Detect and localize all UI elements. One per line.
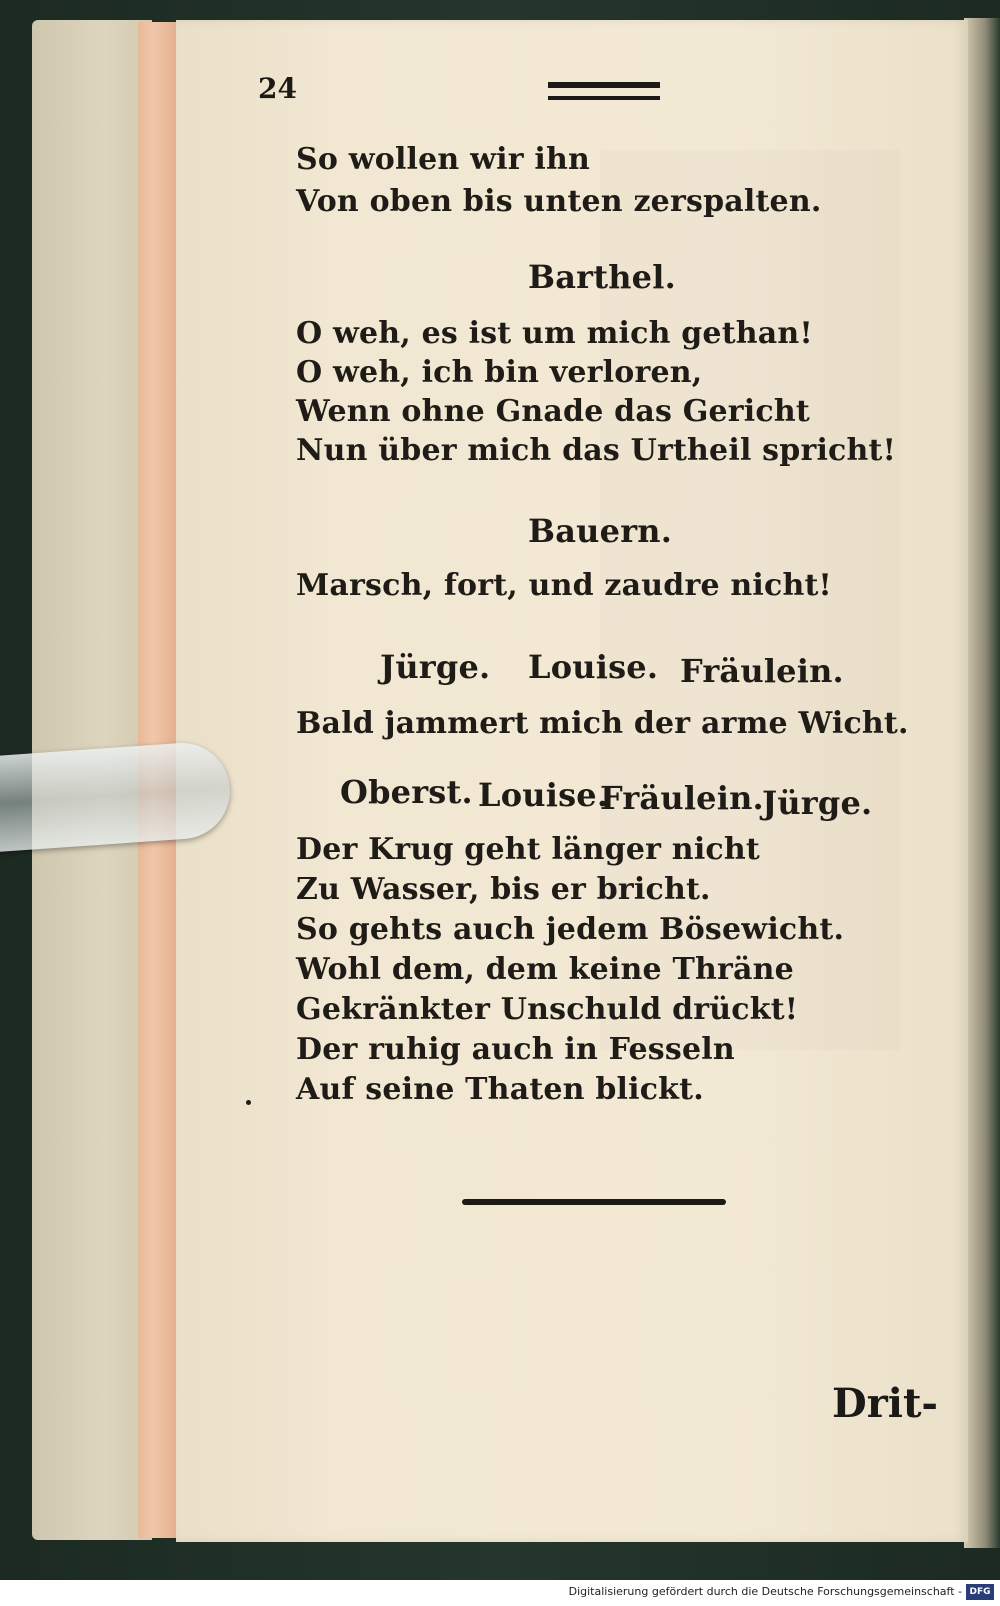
verse-line: Zu Wasser, bis er bricht. [296, 872, 711, 907]
page-number: 24 [258, 72, 297, 105]
catchword: Drit- [832, 1380, 939, 1427]
speaker-heading: Jürge. [762, 784, 873, 822]
footer-bar [0, 1580, 1000, 1606]
verse-line: Nun über mich das Urtheil spricht! [296, 433, 896, 468]
speaker-heading: Fräulein. [600, 779, 764, 817]
glass-page-holder [0, 740, 233, 853]
verse-line: Auf seine Thaten blickt. [296, 1072, 704, 1107]
speaker-heading: Oberst. [340, 773, 473, 811]
ink-speck [246, 1100, 251, 1105]
dfg-logo: DFG [966, 1584, 994, 1600]
header-rule-lower [548, 96, 660, 100]
speaker-heading: Louise. [478, 776, 609, 814]
verse-line: Wohl dem, dem keine Thräne [296, 952, 794, 987]
verse-line: O weh, ich bin verloren, [296, 355, 703, 390]
verse-line: Gekränkter Unschuld drückt! [296, 992, 799, 1027]
footer-credit: Digitalisierung gefördert durch die Deutsche Forschungsgemeinschaft - [568, 1585, 962, 1598]
binding-edge [964, 18, 1000, 1548]
verse-line: So gehts auch jedem Bösewicht. [296, 912, 845, 947]
verse-line: Wenn ohne Gnade das Gericht [296, 394, 810, 429]
speaker-heading: Barthel. [528, 258, 676, 296]
verse-line: So wollen wir ihn [296, 142, 590, 177]
speaker-heading: Bauern. [528, 512, 673, 550]
verse-line: Der Krug geht länger nicht [296, 832, 760, 867]
verse-line: O weh, es ist um mich gethan! [296, 316, 813, 351]
speaker-heading: Jürge. [380, 648, 491, 686]
verse-line: Bald jammert mich der arme Wicht. [296, 706, 909, 741]
speaker-heading: Fräulein. [680, 652, 844, 690]
speaker-heading: Louise. [528, 648, 659, 686]
closing-rule [462, 1199, 726, 1205]
header-rule [548, 82, 660, 88]
verse-line: Von oben bis unten zerspalten. [296, 184, 822, 219]
verse-line: Der ruhig auch in Fesseln [296, 1032, 735, 1067]
verse-line: Marsch, fort, und zaudre nicht! [296, 568, 832, 603]
